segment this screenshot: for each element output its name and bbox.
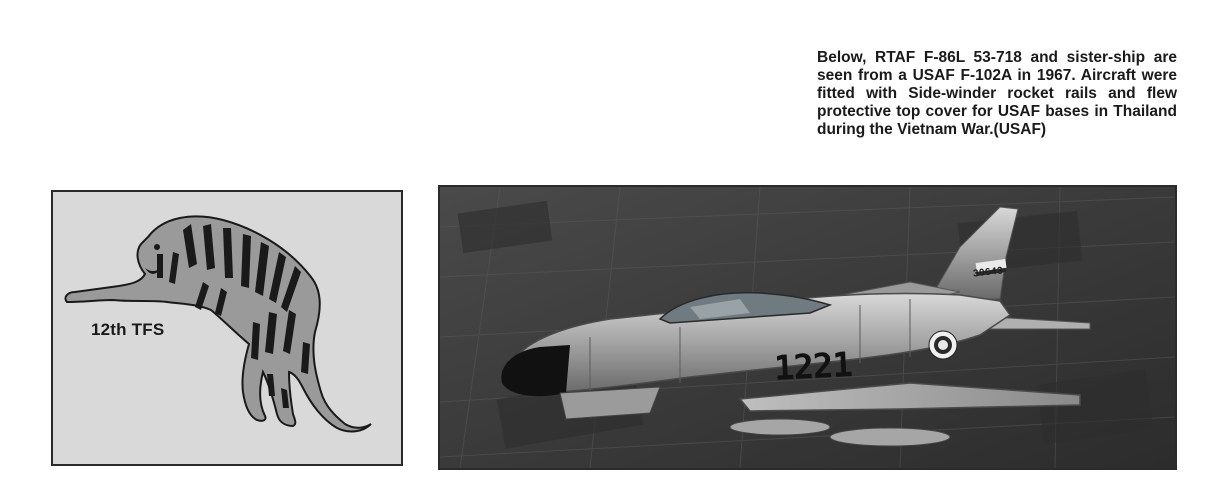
f86-aircraft-icon	[440, 187, 1175, 468]
fuselage-number: 1221	[773, 344, 853, 390]
tail-serial: 30643	[972, 265, 1004, 280]
squadron-patch-figure	[51, 190, 403, 466]
aircraft-photo	[438, 185, 1177, 470]
squadron-label: 12th TFS	[91, 320, 165, 339]
photo-caption: Below, RTAF F-86L 53-718 and sister-ship are seen from a USAF F-102A in 1967. Aircraft were fitted with Side-winder rocket rails and flew protective top cover for USAF bases in Thailand during the Vietnam War.(USAF)	[817, 49, 1177, 138]
